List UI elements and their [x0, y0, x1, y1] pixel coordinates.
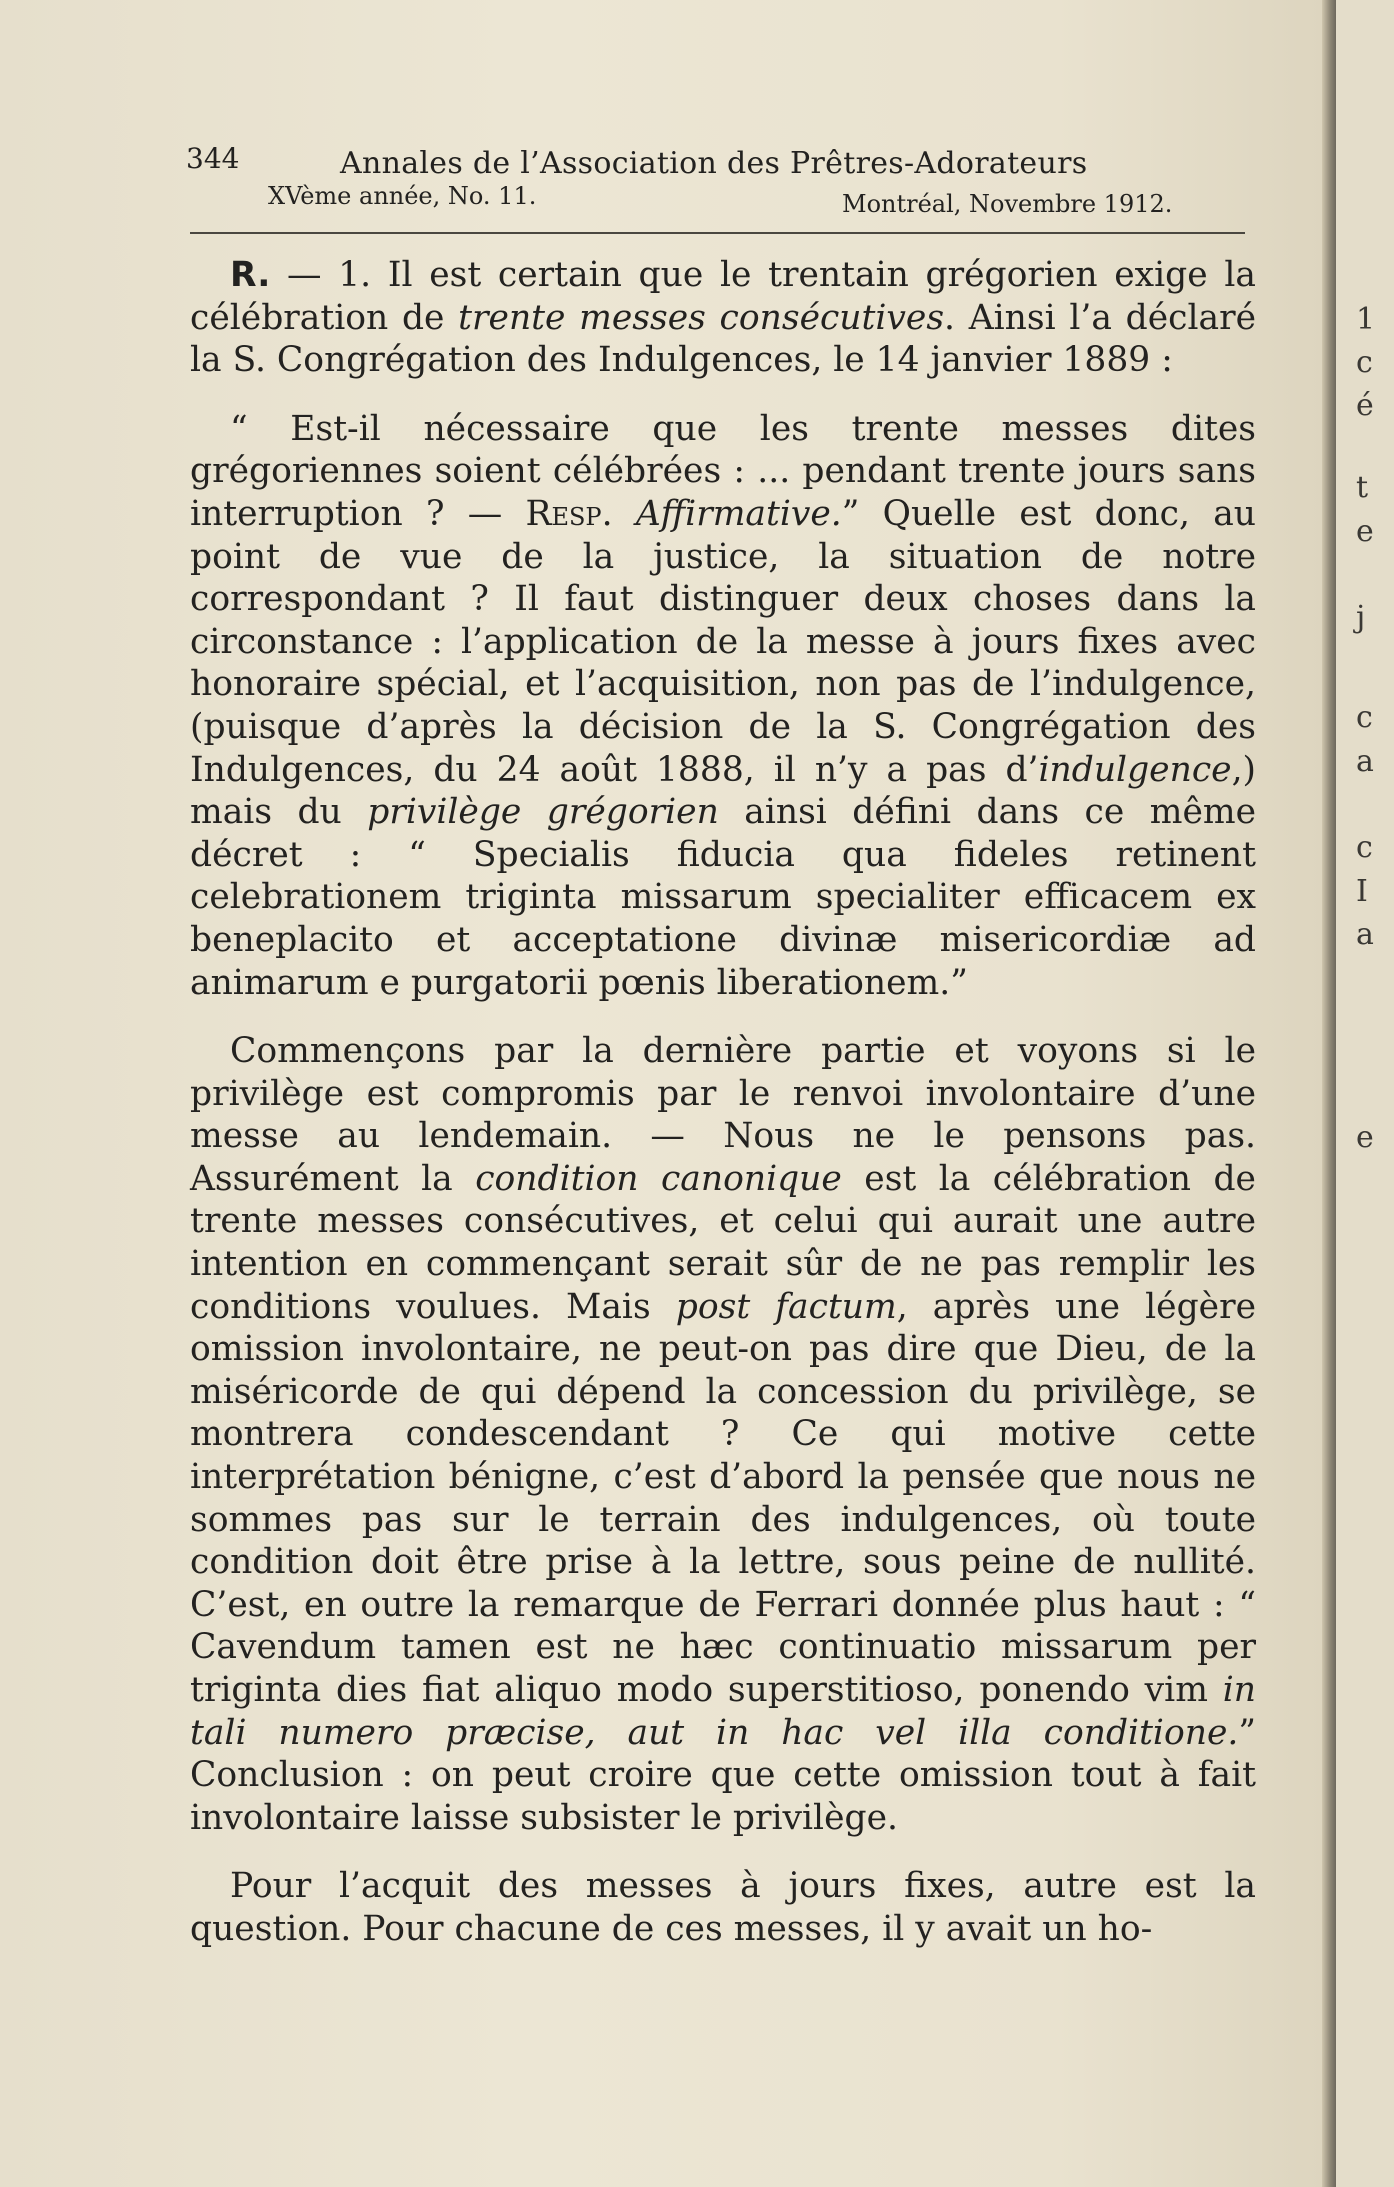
- text-run: Commençons par la dernière partie et voyons si le privilège est compromis par le renvoi involontaire d’une messe au lendemain. — Nous ne le pensons pas. Assurément la: [190, 1031, 1256, 1199]
- edge-glyph: e: [1356, 1120, 1374, 1155]
- text-run: — 1. Il est certain que le trentain grégorien exige la célébration de: [190, 255, 1256, 338]
- quote-paragraph: [190, 408, 1256, 1004]
- answer-marker: R.: [230, 255, 271, 295]
- italic-run: post factum: [675, 1286, 897, 1327]
- italic-run: indulgence: [1038, 749, 1232, 790]
- answer-paragraph: [190, 254, 1256, 382]
- closing-paragraph: [190, 1865, 1256, 1950]
- text-run: [613, 494, 636, 534]
- edge-glyph: a: [1356, 744, 1374, 779]
- edge-glyph: I: [1356, 874, 1368, 909]
- edge-glyph: c: [1356, 345, 1373, 380]
- text-run: ainsi défini dans ce même décret : “ Specialis fiducia qua fideles retinent celebrationem triginta missarum specialiter efficacem ex beneplacito et acceptatione divinæ misericordiæ ad animarum e purgatorii pœnis liberationem.”: [190, 792, 1256, 1003]
- book-gutter: [1322, 0, 1336, 2187]
- edge-glyph: a: [1356, 917, 1374, 952]
- edge-glyph: é: [1356, 388, 1374, 423]
- text-run: , après une légère omission involontaire, ne peut-on pas dire que Dieu, de la miséricorde de qui dépend la concession du privilège, se montrera condescendant ? Ce qui motive cette interprétation bénigne, c’est d’abord la pensée que nous ne sommes pas sur le terrain des indulgences, où toute condition doit être prise à la lettre, sous peine de nullité. C’est, en outre la remarque de Ferrari donnée plus haut : “ Cavendum tamen est ne hæc continuatio missarum per triginta dies fiat aliquo modo superstitioso, ponendo vim: [190, 1286, 1256, 1710]
- text-run: “ Est-il nécessaire que les trente messes dites grégoriennes soient célébrées : ... pendant trente jours sans interruption ? —: [190, 408, 1256, 534]
- issue-info: XVème année, No. 11.: [268, 182, 537, 210]
- edge-glyph: c: [1356, 830, 1373, 865]
- running-title: Annales de l’Association des Prêtres-Adorateurs: [340, 146, 1088, 181]
- italic-run: in tali numero præcise, aut in hac vel illa conditione.: [190, 1670, 1256, 1753]
- text-run: ,) mais du: [190, 749, 1256, 833]
- edge-glyph: c: [1356, 700, 1373, 735]
- edge-glyph: 1: [1356, 302, 1376, 337]
- text-run: ” Quelle est donc, au point de vue de la justice, la situation de notre correspondant ? Il faut distinguer deux choses dans la circonstance : l’application de la messe à jours fixes avec honoraire spécial, et l’acquisition, non pas de l’indulgence, (puisque d’après la décision de la S. Congrégation des Indulgences, du 24 août 1888, il n’y a pas d’: [190, 493, 1257, 790]
- facing-page-edge: [1336, 0, 1394, 2187]
- article-body: [190, 240, 1256, 1951]
- page-number: 344: [186, 142, 240, 175]
- italic-run: privilège grégorien: [367, 792, 719, 833]
- text-run: ” Conclusion : on peut croire que cette omission tout à fait involontaire laisse subsister le privilège.: [190, 1712, 1256, 1838]
- edge-glyph: j: [1356, 600, 1366, 635]
- text-run: . Ainsi l’a déclaré la S. Congrégation des Indulgences, le 14 janvier 1889 :: [190, 297, 1256, 381]
- edge-glyph: e: [1356, 514, 1374, 549]
- text-run: est la célébration de trente messes consécutives, et celui qui aurait une autre intention en commençant serait sûr de ne pas remplir les conditions voulues. Mais: [190, 1158, 1256, 1327]
- italic-run: condition canonique: [475, 1158, 842, 1199]
- italic-run: trente messes consécutives: [458, 297, 945, 338]
- discussion-paragraph: [190, 1030, 1256, 1839]
- edge-glyph: t: [1356, 470, 1369, 505]
- place-date: Montréal, Novembre 1912.: [842, 190, 1173, 218]
- italic-run: Affirmative.: [635, 493, 842, 534]
- running-header: [186, 142, 1186, 222]
- text-run: Pour l’acquit des messes à jours fixes, autre est la question. Pour chacune de ces messes, il y avait un ho-: [190, 1866, 1256, 1949]
- resp-label: Resp.: [525, 493, 613, 534]
- header-rule: [190, 232, 1245, 234]
